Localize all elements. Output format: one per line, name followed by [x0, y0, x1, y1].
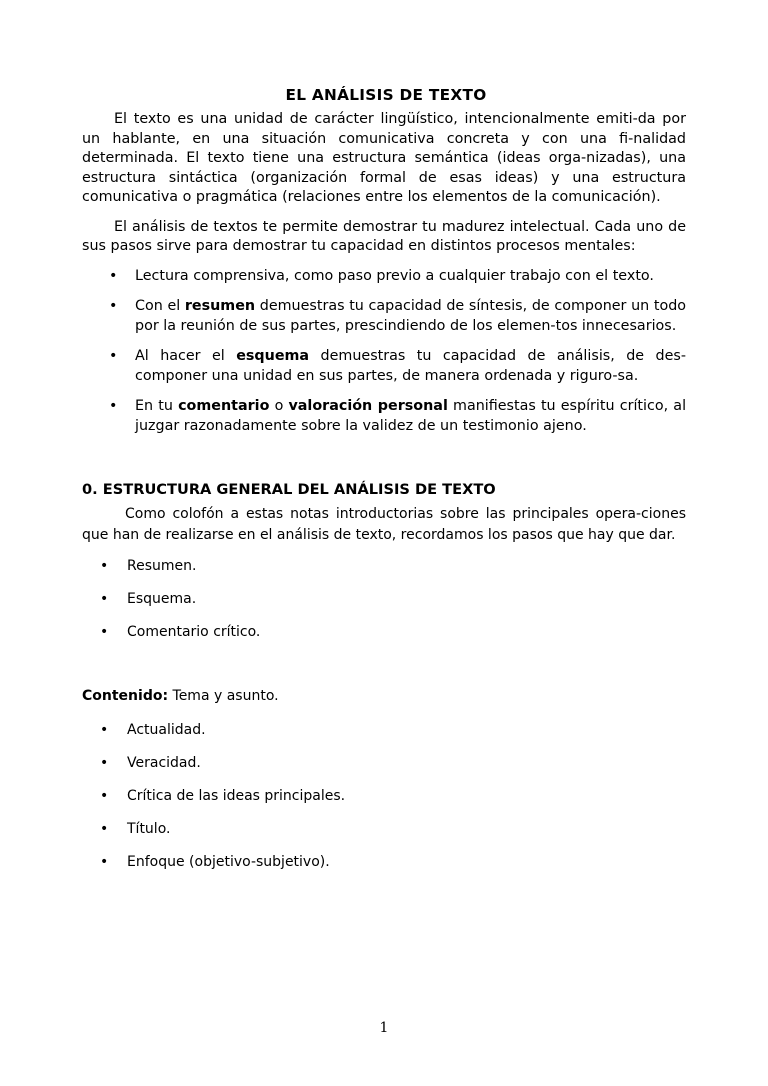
list-item	[82, 347, 686, 386]
document-title: EL ANÁLISIS DE TEXTO	[285, 86, 487, 104]
list-item	[82, 555, 686, 577]
intro-paragraph-1: El texto es una unidad de carácter lingüístico, intencionalmente emiti-da por un hablante, en una situación comunicativa concreta y con una fi-nalidad determinada. El texto tiene una estructura semántica (ideas orga-nizadas), una estructura sintáctica (organización formal de esas ideas) y una estructura comunicativa o pragmática (relaciones entre los elementos de la comunicación).	[82, 111, 686, 205]
list-item	[82, 397, 686, 436]
bullet-icon: •	[100, 624, 109, 640]
contenido-text: Tema y asunto.	[172, 688, 279, 704]
bullet-icon: •	[100, 788, 109, 804]
bullet-text-pre: Con el	[135, 298, 181, 314]
bullet-text-post: demuestras tu capacidad de análisis, de des-componer una unidad en sus partes, de manera ordenada y riguro-sa.	[135, 348, 687, 384]
contenido-item-text: Título.	[127, 821, 171, 837]
bold-term-comentario: comentario	[178, 398, 270, 414]
section-heading: 0. ESTRUCTURA GENERAL DEL ANÁLISIS DE TEXTO	[82, 481, 496, 498]
list-item	[82, 785, 686, 807]
bold-term-esquema: esquema	[236, 348, 310, 364]
bullet-text: Lectura comprensiva, como paso previo a cualquier trabajo con el texto.	[135, 267, 654, 284]
bullet-text-pre: Al hacer el	[135, 348, 225, 364]
bullet-text-post: manifiestas tu espíritu crítico, al juzgar razonadamente sobre la validez de un testimonio ajeno.	[135, 398, 687, 434]
step-text: Resumen.	[127, 558, 197, 574]
contenido-list	[82, 719, 686, 873]
contenido-item-text: Actualidad.	[127, 722, 206, 738]
contenido-item-text: Veracidad.	[127, 755, 201, 771]
bullet-icon: •	[109, 348, 118, 364]
page-number: 1	[379, 1020, 389, 1036]
bullet-text-pre: En tu	[135, 398, 173, 414]
intro-paragraph-2: El análisis de textos te permite demostrar tu madurez intelectual. Cada uno de sus pasos sirve para demostrar tu capacidad en distintos procesos mentales:	[82, 218, 686, 254]
bullet-icon: •	[100, 854, 109, 870]
list-item	[82, 818, 686, 840]
bullet-icon: •	[100, 591, 109, 607]
bullet-icon: •	[100, 755, 109, 771]
list-item	[82, 719, 686, 741]
list-item	[82, 851, 686, 873]
list-item	[82, 588, 686, 610]
bullet-icon: •	[100, 821, 109, 837]
contenido-item-text: Enfoque (objetivo-subjetivo).	[127, 854, 330, 870]
contenido-label: Contenido:	[82, 688, 169, 704]
bullet-icon: •	[109, 398, 118, 414]
bold-term-valoracion: valoración personal	[288, 398, 448, 414]
page-content	[82, 86, 686, 884]
bullet-icon: •	[100, 558, 109, 574]
step-text: Comentario crítico.	[127, 624, 261, 640]
bullet-text-post: demuestras tu capacidad de síntesis, de componer un todo por la reunión de sus partes, prescindiendo de los elemen-tos innecesarios.	[135, 298, 687, 334]
bullet-icon: •	[109, 267, 118, 284]
bullet-icon: •	[100, 722, 109, 738]
bullet-text-mid: o	[274, 398, 284, 414]
bullet-icon: •	[109, 298, 118, 314]
section-intro: Como colofón a estas notas introductorias sobre las principales opera-ciones que han de realizarse en el análisis de texto, recordamos los pasos que hay que dar.	[82, 506, 686, 543]
list-item	[82, 621, 686, 643]
list-item	[82, 297, 686, 336]
bold-term-resumen: resumen	[184, 298, 256, 314]
step-text: Esquema.	[127, 591, 197, 607]
skills-bullet-list	[82, 267, 686, 437]
contenido-item-text: Crítica de las ideas principales.	[127, 788, 346, 804]
steps-list	[82, 555, 686, 643]
contenido-line	[82, 685, 686, 707]
list-item	[82, 267, 686, 287]
list-item	[82, 752, 686, 774]
